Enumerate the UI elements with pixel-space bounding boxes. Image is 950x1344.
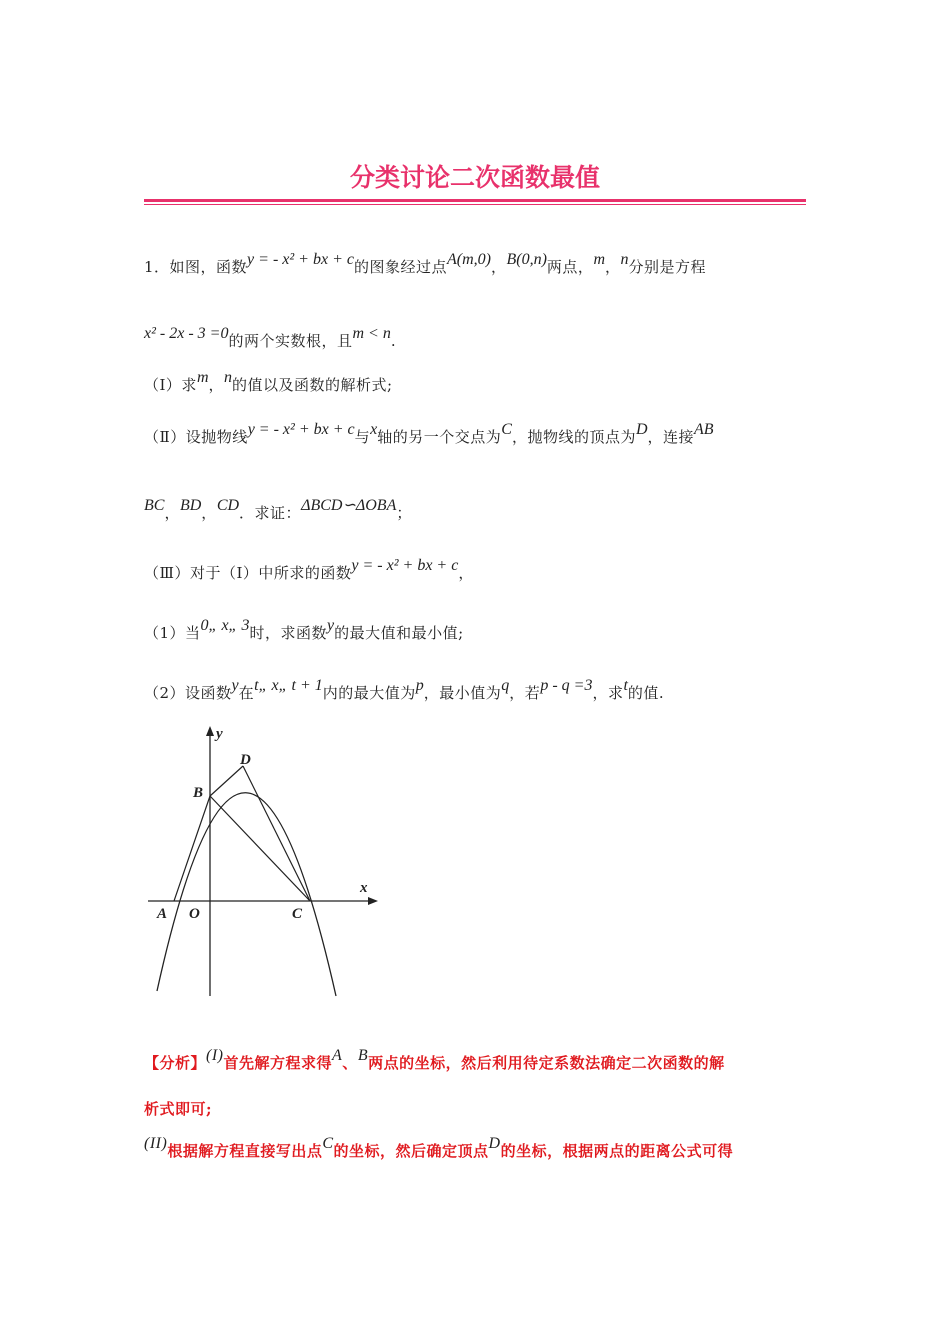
text: ，连接 <box>647 428 695 446</box>
point-c: C <box>322 1135 334 1152</box>
question-part-ii <box>144 421 714 447</box>
analysis-line-3 <box>144 1135 734 1161</box>
text: （Ⅰ）求 <box>144 376 197 394</box>
text: 首先解方程求得 <box>223 1054 333 1072</box>
part-label-ii: (II) <box>144 1135 168 1152</box>
segment-bd-line <box>210 766 243 796</box>
y-axis-arrow <box>206 726 214 736</box>
var-y: y <box>326 617 335 634</box>
text: ，若 <box>509 684 541 702</box>
text: 两点的坐标，然后利用待定系数法确定二次函数的解 <box>368 1054 725 1072</box>
text: 析式即可; <box>144 1100 213 1118</box>
question-part-iii <box>144 557 474 583</box>
segment-ab: AB <box>694 421 714 438</box>
var-x: x <box>370 421 378 438</box>
text: ，求 <box>592 684 624 702</box>
title-rule-thin <box>144 204 806 205</box>
question-sub-2 <box>144 677 665 703</box>
text: ， <box>458 564 474 582</box>
text: 在 <box>238 684 255 702</box>
var-m: m <box>593 251 605 268</box>
parabola-curve <box>157 793 336 996</box>
formula-range: 0„ x„ 3 <box>200 617 250 634</box>
text: 的图象经过点 <box>353 258 447 276</box>
analysis-line-2 <box>144 1098 212 1119</box>
label-d: D <box>240 752 251 768</box>
text: （Ⅲ）对于（Ⅰ）中所求的函数 <box>144 564 352 582</box>
text: ，抛物线的顶点为 <box>511 428 636 446</box>
question-line-1 <box>144 251 707 277</box>
point-d: D <box>635 421 648 438</box>
text: 的值以及函数的解析式; <box>232 376 393 394</box>
parabola-figure <box>140 720 390 1010</box>
var-n: n <box>224 369 233 386</box>
title-rule-thick <box>144 199 806 202</box>
label-b: B <box>193 785 204 801</box>
text: ， <box>164 504 180 522</box>
segment-bd: BD <box>179 497 202 514</box>
text: ， <box>208 376 225 394</box>
text: （1）当 <box>144 624 201 642</box>
question-line-2 <box>144 325 397 351</box>
formula-equation: x² - 2x - 3 =0 <box>144 325 229 342</box>
text: 的值. <box>627 684 665 702</box>
text: 分别是方程 <box>628 258 707 276</box>
text: 的最大值和最小值; <box>334 624 464 642</box>
text: 1．如图，函数 <box>144 258 248 276</box>
segment-bc: BC <box>144 497 165 514</box>
text: ， <box>490 258 507 276</box>
label-a: A <box>157 906 168 922</box>
text: ，最小值为 <box>423 684 502 702</box>
text: ．求证： <box>239 504 302 522</box>
text: （Ⅱ）设抛物线 <box>144 428 248 446</box>
var-m: m <box>196 369 209 386</box>
formula-range: t„ x„ t + 1 <box>254 677 323 694</box>
point-c: C <box>501 421 512 438</box>
formula-difference: p - q =3 <box>540 677 593 694</box>
question-part-ii-cont <box>144 497 412 523</box>
point-a: A <box>332 1047 343 1064</box>
label-y: y <box>216 726 223 742</box>
text: 的坐标，根据两点的距离公式可得 <box>500 1142 734 1160</box>
text: 的坐标，然后确定顶点 <box>333 1142 489 1160</box>
analysis-line-1 <box>144 1047 725 1073</box>
text: . <box>390 332 397 350</box>
segment-cd: CD <box>216 497 240 514</box>
text: 、 <box>342 1054 358 1072</box>
segment-bc-line <box>210 796 310 901</box>
label-x: x <box>360 880 368 896</box>
label-c: C <box>292 906 303 922</box>
var-p: p <box>415 677 424 694</box>
question-sub-1 <box>144 617 464 643</box>
var-n: n <box>620 251 629 268</box>
text: 与 <box>354 428 371 446</box>
x-axis-arrow <box>368 897 378 905</box>
text: 内的最大值为 <box>322 684 416 702</box>
text: ， <box>605 258 621 276</box>
var-t: t <box>623 677 628 694</box>
segment-ab-line <box>174 796 210 901</box>
text: （2）设函数 <box>144 684 232 702</box>
formula-similarity: ΔBCD∽ΔOBA <box>301 497 397 514</box>
var-y: y <box>231 677 239 694</box>
var-q: q <box>501 677 510 694</box>
formula-condition: m < n <box>352 325 391 342</box>
formula-function: y = - x² + bx + c <box>247 421 355 438</box>
segment-cd-line <box>243 766 310 901</box>
text: 轴的另一个交点为 <box>377 428 502 446</box>
point-b: B <box>357 1047 369 1064</box>
text: 时，求函数 <box>249 624 327 642</box>
point-b: B(0,n) <box>506 251 547 268</box>
point-d: D <box>488 1135 501 1152</box>
formula-function: y = - x² + bx + c <box>247 251 354 268</box>
text: 两点， <box>546 258 594 276</box>
text: 的两个实数根，且 <box>228 332 353 350</box>
page-title: 分类讨论二次函数最值 <box>349 163 600 192</box>
text: ， <box>201 504 217 522</box>
text: ； <box>396 504 412 522</box>
part-label-i: (I) <box>206 1047 224 1064</box>
label-o: O <box>189 906 200 922</box>
analysis-tag: 【分析】 <box>144 1054 207 1072</box>
question-part-i <box>144 369 393 395</box>
formula-function: y = - x² + bx + c <box>351 557 459 574</box>
text: 根据解方程直接写出点 <box>167 1142 323 1160</box>
point-a: A(m,0) <box>446 251 491 268</box>
